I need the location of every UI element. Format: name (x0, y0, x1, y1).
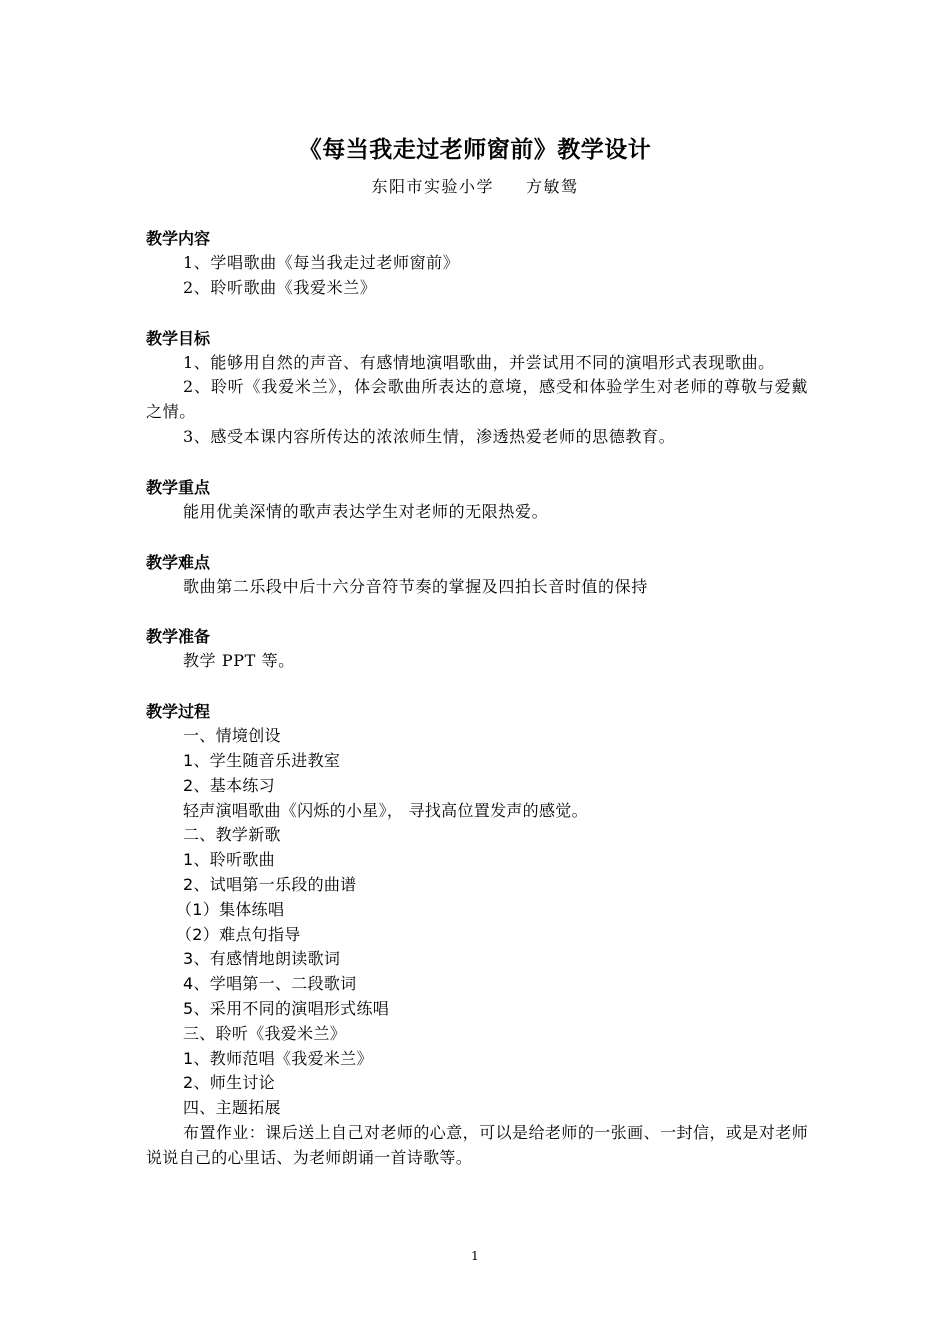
paragraph: 4、学唱第一、二段歌词 (183, 974, 357, 994)
paragraph: 三、聆听《我爱米兰》 (183, 1023, 347, 1043)
paragraph: （1）集体练唱 (176, 899, 285, 919)
section-heading: 教学过程 (146, 702, 211, 722)
paragraph: 1、能够用自然的声音、有感情地演唱歌曲，并尝试用不同的演唱形式表现歌曲。 (183, 352, 775, 372)
section-process (146, 699, 808, 1170)
section-teaching-goals (146, 326, 808, 450)
author-name: 方敏鸳 (526, 177, 579, 196)
paragraph: 2、聆听《我爱米兰》，体会歌曲所表达的意境，感受和体验学生对老师的尊敬与爱戴之情。 (146, 377, 808, 422)
paragraph: 能用优美深情的歌声表达学生对老师的无限热爱。 (183, 501, 549, 521)
paragraph: 歌曲第二乐段中后十六分音符节奏的掌握及四拍长音时值的保持 (183, 576, 648, 596)
section-teaching-content (146, 226, 808, 301)
section-preparation (146, 624, 808, 674)
paragraph: （2）难点句指导 (176, 924, 301, 944)
paragraph: 1、教师范唱《我爱米兰》 (183, 1048, 373, 1068)
author-line (0, 174, 950, 200)
section-heading: 教学目标 (146, 328, 211, 348)
section-difficulties (146, 550, 808, 600)
section-heading: 教学准备 (146, 627, 211, 647)
paragraph: 1、学唱歌曲《每当我走过老师窗前》 (183, 253, 460, 272)
paragraph: 3、有感情地朗读歌词 (183, 949, 341, 969)
author-school: 东阳市实验小学 (371, 177, 494, 196)
section-heading: 教学内容 (146, 229, 211, 248)
paragraph: 3、感受本课内容所传达的浓浓师生情，渗透热爱老师的思德教育。 (183, 426, 676, 446)
paragraph: 2、基本练习 (183, 775, 275, 795)
paragraph: 教学 PPT 等。 (183, 651, 295, 671)
paragraph: 2、试唱第一乐段的曲谱 (183, 874, 357, 894)
document-title: 《每当我走过老师窗前》教学设计 (298, 137, 652, 163)
section-heading: 教学难点 (146, 552, 211, 572)
paragraph: 1、聆听歌曲 (183, 850, 275, 870)
paragraph: 2、师生讨论 (183, 1073, 275, 1093)
section-heading: 教学重点 (146, 477, 211, 497)
paragraph: 5、采用不同的演唱形式练唱 (183, 998, 390, 1018)
paragraph: 四、主题拓展 (183, 1098, 281, 1118)
section-key-points (146, 475, 808, 525)
paragraph: 布置作业：课后送上自己对老师的心意，可以是给老师的一张画、一封信，或是对老师说说自己的心里话、为老师朗诵一首诗歌等。 (146, 1122, 808, 1167)
paragraph: 轻声演唱歌曲《闪烁的小星》， 寻找高位置发声的感觉。 (183, 800, 588, 820)
document-body (146, 226, 808, 1196)
page-number: 1 (471, 1249, 479, 1263)
paragraph: 二、教学新歌 (183, 825, 281, 845)
paragraph: 1、学生随音乐进教室 (183, 750, 341, 770)
paragraph: 一、情境创设 (183, 726, 281, 746)
paragraph: 2、聆听歌曲《我爱米兰》 (183, 277, 377, 297)
